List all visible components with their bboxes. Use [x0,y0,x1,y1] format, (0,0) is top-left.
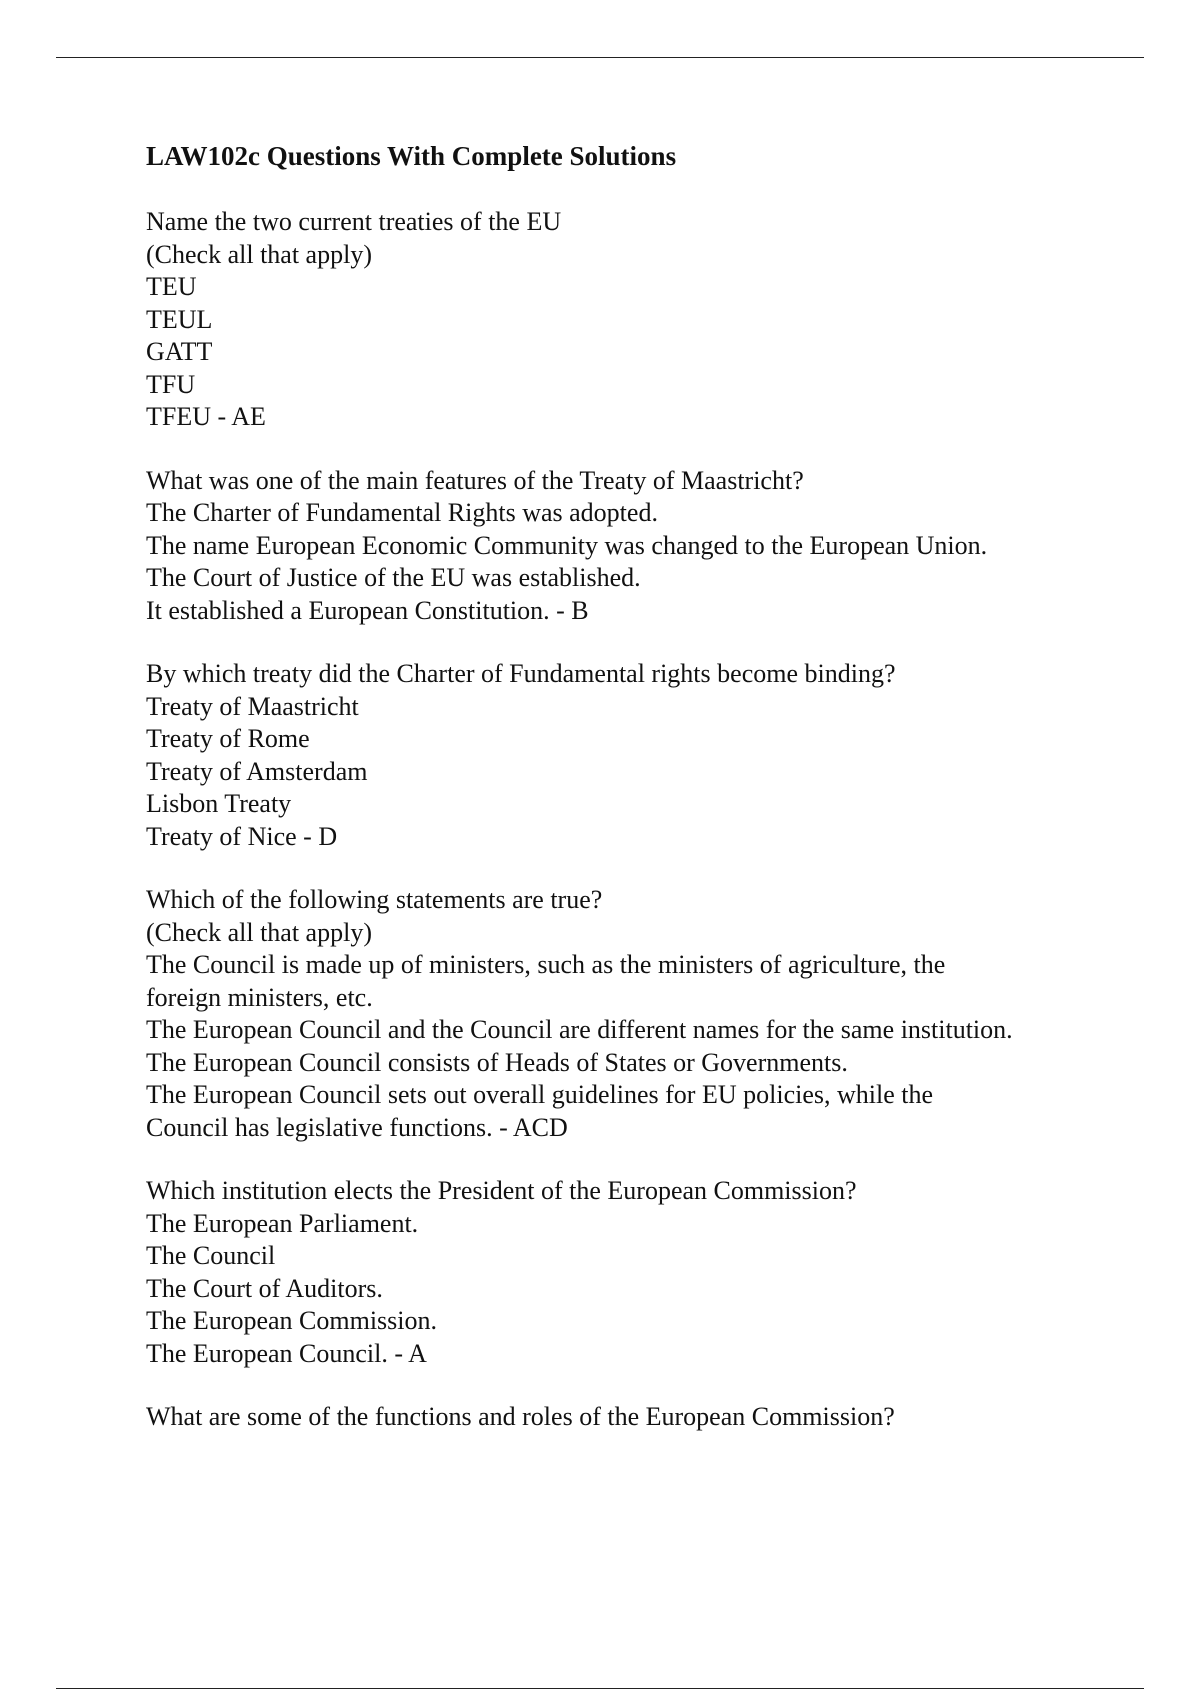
answer-option-with-key: Council has legislative functions. - ACD [146,1112,568,1142]
question-block [146,206,1146,434]
answer-option: The Council is made up of ministers, such as the ministers of agriculture, the [146,950,946,979]
question-text: What are some of the functions and roles of the European Commission? [146,1402,895,1431]
question-block [146,658,1146,853]
answer-option: TEUL [146,304,213,334]
question-block [146,465,1146,628]
question-instruction: (Check all that apply) [146,917,372,947]
document-body [146,140,1146,1465]
answer-option: The Court of Justice of the EU was established. [146,563,641,592]
answer-option-with-key: Treaty of Nice - D [146,821,338,851]
answer-option: TEU [146,272,197,301]
question-block [146,884,1146,1144]
answer-option: Lisbon Treaty [146,789,292,818]
answer-option: The European Council consists of Heads of States or Governments. [146,1047,848,1077]
document-title: LAW102c Questions With Complete Solutions [146,141,677,171]
question-text: Which institution elects the President of the European Commission? [146,1176,857,1205]
answer-option: Treaty of Rome [146,724,310,753]
answer-option: The Charter of Fundamental Rights was adopted. [146,498,658,527]
header-rule [56,57,1144,58]
answer-option-with-key: It established a European Constitution. - B [146,595,589,625]
answer-option-with-key: The European Council. - A [146,1338,427,1368]
answer-option: The Court of Auditors. [146,1273,383,1303]
answer-option: The European Council sets out overall guidelines for EU policies, while the [146,1080,934,1109]
answer-option: The name European Economic Community was changed to the European Union. [146,530,988,560]
answer-option-with-key: TFEU - AE [146,402,266,431]
answer-option: GATT [146,337,213,366]
answer-option: The European Commission. [146,1306,438,1335]
answer-option: Treaty of Maastricht [146,691,359,721]
footer-rule [56,1688,1144,1689]
answer-option: The Council [146,1241,276,1270]
question-text: What was one of the main features of the Treaty of Maastricht? [146,465,804,495]
question-block [146,1401,1146,1434]
answer-option: Treaty of Amsterdam [146,756,368,786]
answer-option: TFU [146,369,196,399]
question-text: Name the two current treaties of the EU [146,207,562,236]
answer-option: The European Parliament. [146,1208,419,1238]
answer-option-continuation: foreign ministers, etc. [146,982,373,1012]
answer-option: The European Council and the Council are different names for the same institution. [146,1015,1013,1044]
question-block [146,1175,1146,1370]
question-instruction: (Check all that apply) [146,239,372,269]
question-text: Which of the following statements are true? [146,885,603,914]
question-text: By which treaty did the Charter of Fundamental rights become binding? [146,659,896,688]
